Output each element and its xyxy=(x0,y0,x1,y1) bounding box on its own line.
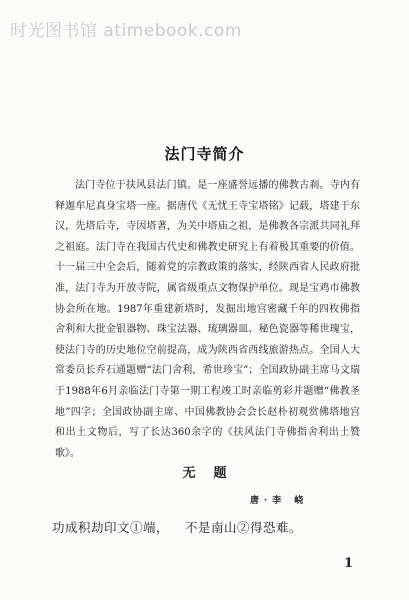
site-watermark: 时光图书馆 atimebook.com xyxy=(10,21,242,41)
section-title: 法门寺简介 xyxy=(164,145,245,163)
poem-first-line xyxy=(52,518,382,536)
intro-paragraph: 法门寺位于扶风县法门镇。是一座盛誉远播的佛教古刹。寺内有释迦牟尼真身宝塔一座。据唐代《无忧王寺宝塔铭》记载，塔建于东汉，先塔后寺，寺因塔著，为关中塔庙之祖，是佛教各宗派共同礼拜之祖庭。法门寺在我国古代史和佛教史研究上有着极其重要的价值。十一届三中全会后，随着党的宗教政策的落实，经陕西省人民政府批准，法门寺为开放寺院，属省级重点文物保护单位。现是宝鸡市佛教协会所在地。1987年重建新塔时，发掘出地宫密藏千年的四枚佛指舍利和大批金银器物、珠宝法器、琉璃器皿、秘色瓷器等稀世瑰宝，使法门寺的历史地位空前提高，成为陕西省西线旅游热点。全国人大常委员长乔石通题赠“法门舍利，希世珍宝”；全国政协副主席马文瑞于1988年6月亲临法门寺第一期工程竣工时亲临剪彩并题赠“佛教圣地”四字；全国政协副主席、中国佛教协会会长赵朴初观赏佛塔地宫和出土文物后，写了长达360余字的《扶风法门寺佛指舍利出土赞歌》。 xyxy=(55,180,360,459)
poem-line-part-2: 不是南山②得恐难。 xyxy=(185,520,303,535)
poem-author: 唐·李 峣 xyxy=(250,496,309,506)
intro-text-block xyxy=(55,176,360,464)
poem-title: 无题 xyxy=(182,466,245,481)
poem-line-part-1: 功成积劫印文①端， xyxy=(52,520,170,535)
page-number: 1 xyxy=(344,556,354,571)
